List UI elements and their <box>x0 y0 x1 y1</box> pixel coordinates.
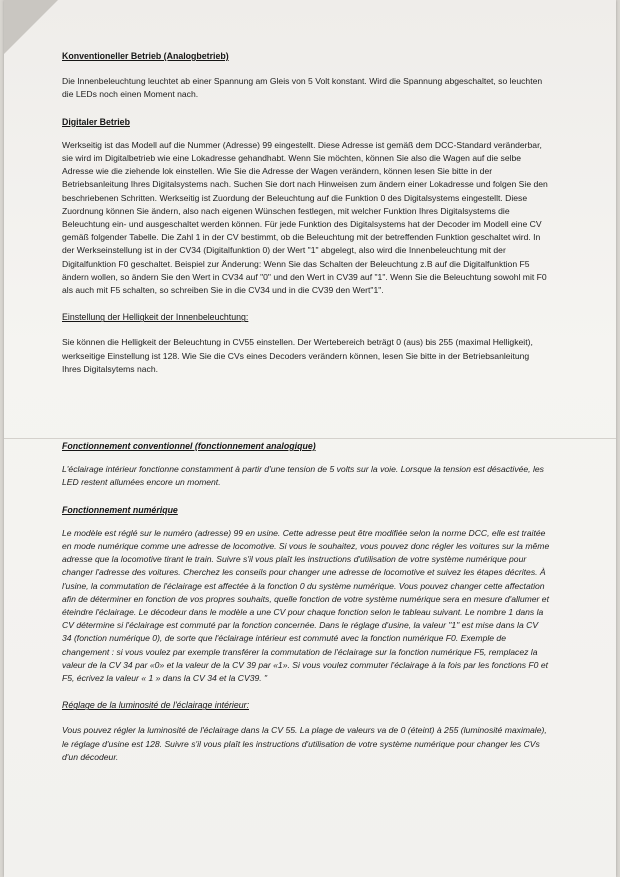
text-digital-fr: Le modèle est réglé sur le numéro (adresse) 99 en usine. Cette adresse peut être modifiée selon la norme DCC, elle est traitée en mode numérique comme une adresse de locomotive. Si vous le souhaitez, vous pouvez donc régler les voitures sur la même adresse que la locomotive tirant le train. Suivre s'il vous plaît les instructions d'utilisation de votre système numérique pour changer l'adresse des voitures. Cherchez les conseils pour changer une adresse de locomotive et suivez les étapes décrites. À l'usine, la commutation de l'éclairage est affectée à la fonction 0 du système numérique. Vous pouvez changer cette affectation afin de déterminer en fonction de vos propres souhaits, quelle fonction de votre système numérique sera en mesure d'allumer et éteindre l'éclairage. Le décodeur dans le modèle a une CV pour chaque fonction selon le tableau suivant. Le nombre 1 dans la CV détermine si l'éclairage est commuté par la fonction concernée. Dans le réglage d'usine, la valeur "1" est mise dans la CV 34 (fonction numérique 0), de sorte que l'éclairage intérieur est commuté avec la fonction numérique F0. Exemple de changement : si vous voulez par exemple transférer la commutation de l'éclairage sur la fonction numérique F5, remplacez la valeur de la CV 34 par «0» et la valeur de la CV 39 par «1». Si vous voulez commuter l'éclairage à la fois par les fonctions F0 et F5, écrivez la valeur « 1 » dans la CV 34 et la CV39. " <box>62 527 550 684</box>
heading-analog-de: Konventioneller Betrieb (Analogbetrieb) <box>62 51 229 61</box>
text-analog-fr: L'éclairage intérieur fonctionne constamment à partir d'une tension de 5 volts sur la voie. Lorsque la tension est désactivée, les LED restent allumées encore un moment. <box>62 464 544 488</box>
heading-brightness-fr: Réglage de la luminosité de l'éclairage intérieur: <box>62 700 250 711</box>
heading-digital-de: Digitaler Betrieb <box>62 116 130 127</box>
heading-digital-fr: Fonctionnement numérique <box>62 504 178 515</box>
text-brightness-fr: Vous pouvez régler la luminosité de l'éclairage dans la CV 55. La plage de valeurs va de 0 (éteint) à 255 (luminosité maximale), le réglage d'usine est 128. Suivre s'il vous plaît les instructions d'utilisation de votre système numérique pour changer les CVs d'un décodeur. <box>62 725 547 762</box>
text-brightness-de: Sie können die Helligkeit der Beleuchtung in CV55 einstellen. Der Wertebereich beträgt 0 (aus) bis 255 (maximal Helligkeit), werkseitige Einstellung ist 128. Wie Sie die CVs eines Decoders verändern können, lesen Sie bitte in der Betriebsanleitung Ihres Digitalsytems nach. <box>62 337 533 374</box>
text-analog-de: Die Innenbeleuchtung leuchtet ab einer Spannung am Gleis von 5 Volt konstant. Wird die Spannung abgeschaltet, so leuchten die LEDs noch einen Moment nach. <box>62 76 543 100</box>
heading-analog-fr: Fonctionnement conventionnel (fonctionnement analogique) <box>62 441 316 451</box>
heading-brightness-de: Einstellung der Helligkeit der Innenbeleuchtung: <box>62 312 249 323</box>
folded-corner <box>4 0 58 54</box>
french-section <box>62 440 550 764</box>
fold-line <box>4 438 616 439</box>
german-section <box>62 50 550 376</box>
text-digital-de: Werkseitig ist das Modell auf die Nummer (Adresse) 99 eingestellt. Diese Adresse ist gemäß dem DCC-Standard veränderbar, sie wird im Digitalbetrieb wie eine Lokadresse gehandhabt. Wenn Sie möchten, können Sie also die Wagen auf die selbe Adresse wie die ziehende lok einstellen. Wie Sie die Adresse der Wagen verändern, können lesen Sie bitte in der Betriebsanleitung Ihres Digitalsystems nach. Suchen Sie dort nach Hinweisen zum ändern einer Lokadresse und folgen Sie den beschriebenen Schritten. Werkseitig ist Zuordung der Beleuchtung auf die Funktion 0 des Digitalsystems eingestellt. Diese Zuordnung können Sie ändern, also nach eigenen Wünschen festlegen, mit welcher Funktion Ihres Digitalsystems die Beleuchtung ein- und ausgeschaltet werden können. Für jede Funktion des Digitalsystems hat der Decoder im Modell eine CV gemäß folgender Tabelle. Die Zahl 1 in der CV bestimmt, ob die Beleuchtung mit der betreffenden Funktion geschaltet wird. In der Werkseinstellung ist in der CV34 (Digitalfunktion 0) der Wert "1" abgelegt, also wird die Innenbeleuchtung mit der Digitalfunktion F0 geschaltet. Beispiel zur Änderung: Wenn Sie das Schalten der Beleuchtung z.B auf die Digitalfunktion F5 ändern wollen, so ändern Sie den Wert in CV34 auf "0" und den Wert in CV39 auf "1". Wenn Sie die Beleuchtung sowohl mit F0 als auch mit F5 schalten, so schreiben Sie in die CV34 und in die CV39 den Wert"1". <box>62 139 548 296</box>
